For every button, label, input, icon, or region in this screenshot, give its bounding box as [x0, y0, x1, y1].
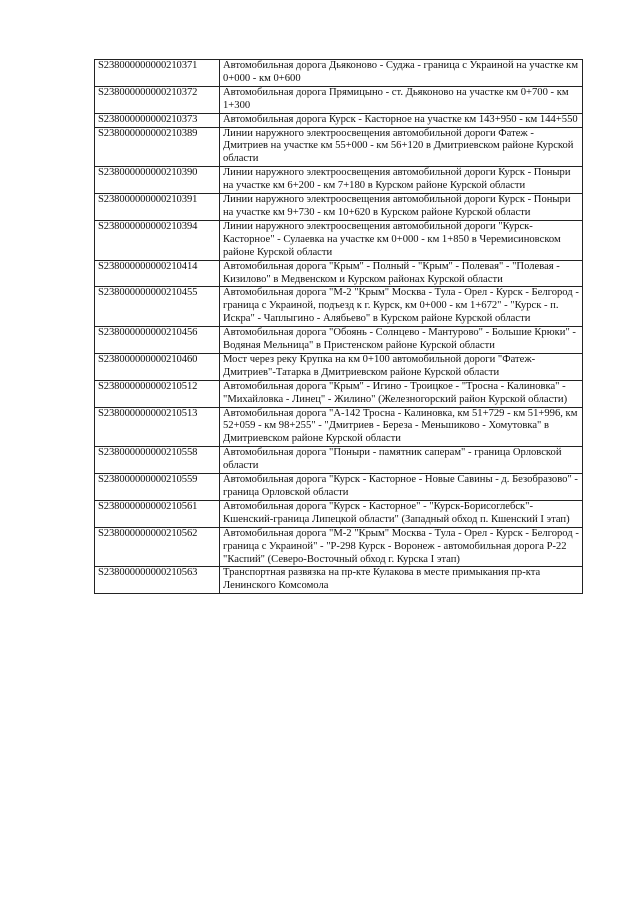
- row-code: S238000000000210559: [95, 474, 220, 501]
- table-row: [95, 287, 583, 327]
- row-description: Линии наружного электроосвещения автомобильной дороги Фатеж - Дмитриев на участке км 55+000 - км 56+120 в Дмитриевском районе Курской области: [220, 127, 583, 167]
- row-description: Автомобильная дорога "А-142 Тросна - Калиновка, км 51+729 - км 51+996, км 52+059 - км 98+255" - "Дмитриев - Береза - Меньшиково - Хомутовка" в Дмитриевском районе Курской области: [220, 407, 583, 447]
- table-row: [95, 86, 583, 113]
- row-description: Автомобильная дорога "Курск - Касторное" - "Курск-Борисоглебск"-Кшенский-граница Липецкой области" (Западный обход п. Кшенский I этап): [220, 500, 583, 527]
- row-description: Линии наружного электроосвещения автомобильной дороги "Курск-Касторное" - Сулаевка на участке км 0+000 - км 1+850 в Черемисиновском районе Курской области: [220, 220, 583, 260]
- registry-table: [94, 59, 583, 594]
- row-description: Автомобильная дорога "М-2 "Крым" Москва - Тула - Орел - Курск - Белгород - граница с Украиной" - "Р-298 Курск - Воронеж - автомобильная дорога Р-22 "Каспий" (Северо-Восточный обход г. Курска I этап): [220, 527, 583, 567]
- table-row: [95, 113, 583, 127]
- row-code: S238000000000210563: [95, 567, 220, 594]
- row-description: Автомобильная дорога "Курск - Касторное - Новые Савины - д. Безобразово" - граница Орловской области: [220, 474, 583, 501]
- row-code: S238000000000210456: [95, 327, 220, 354]
- row-description: Автомобильная дорога "Крым" - Игино - Троицкое - "Тросна - Калиновка" - "Михайловка - Линец" - Жилино" (Железногорский район Курской области): [220, 380, 583, 407]
- row-code: S238000000000210414: [95, 260, 220, 287]
- row-code: S238000000000210513: [95, 407, 220, 447]
- row-description: Линии наружного электроосвещения автомобильной дороги Курск - Поныри на участке км 9+730 - км 10+620 в Курском районе Курской области: [220, 194, 583, 221]
- table-row: [95, 220, 583, 260]
- table-row: [95, 194, 583, 221]
- row-code: S238000000000210371: [95, 60, 220, 87]
- row-code: S238000000000210394: [95, 220, 220, 260]
- table-row: [95, 327, 583, 354]
- row-description: Автомобильная дорога Прямицыно - ст. Дьяконово на участке км 0+700 - км 1+300: [220, 86, 583, 113]
- table-row: [95, 260, 583, 287]
- row-description: Автомобильная дорога "Поныри - памятник саперам" - граница Орловской области: [220, 447, 583, 474]
- table-row: [95, 380, 583, 407]
- row-code: S238000000000210460: [95, 353, 220, 380]
- row-description: Автомобильная дорога Курск - Касторное на участке км 143+950 - км 144+550: [220, 113, 583, 127]
- row-code: S238000000000210558: [95, 447, 220, 474]
- row-description: Транспортная развязка на пр-кте Кулакова в месте примыкания пр-кта Ленинского Комсомола: [220, 567, 583, 594]
- row-code: S238000000000210389: [95, 127, 220, 167]
- row-code: S238000000000210562: [95, 527, 220, 567]
- row-code: S238000000000210391: [95, 194, 220, 221]
- table-row: [95, 567, 583, 594]
- row-description: Автомобильная дорога Дьяконово - Суджа - граница с Украиной на участке км 0+000 - км 0+600: [220, 60, 583, 87]
- row-description: Автомобильная дорога "Крым" - Полный - "Крым" - Полевая" - "Полевая - Кизилово" в Медвенском и Курском районах Курской области: [220, 260, 583, 287]
- table-row: [95, 127, 583, 167]
- row-code: S238000000000210561: [95, 500, 220, 527]
- row-description: Автомобильная дорога "М-2 "Крым" Москва - Тула - Орел - Курск - Белгород - граница с Украиной, подъезд к г. Курск, км 0+000 - км 1+672" - "Курск - п. Искра" - Чаплыгино - Алябьево" в Курском районе Курской области: [220, 287, 583, 327]
- row-code: S238000000000210455: [95, 287, 220, 327]
- row-description: Мост через реку Крупка на км 0+100 автомобильной дороги "Фатеж-Дмитриев"-Татарка в Дмитриевском районе Курской области: [220, 353, 583, 380]
- table-row: [95, 474, 583, 501]
- table-row: [95, 500, 583, 527]
- row-description: Автомобильная дорога "Обоянь - Солнцево - Мантурово" - Большие Крюки" - Водяная Мельница" в Пристенском районе Курской области: [220, 327, 583, 354]
- registry-table-body: [95, 60, 583, 594]
- table-row: [95, 447, 583, 474]
- row-code: S238000000000210512: [95, 380, 220, 407]
- row-code: S238000000000210373: [95, 113, 220, 127]
- table-row: [95, 407, 583, 447]
- row-description: Линии наружного электроосвещения автомобильной дороги Курск - Поныри на участке км 6+200 - км 7+180 в Курском районе Курской области: [220, 167, 583, 194]
- table-row: [95, 353, 583, 380]
- row-code: S238000000000210390: [95, 167, 220, 194]
- table-row: [95, 167, 583, 194]
- table-row: [95, 527, 583, 567]
- row-code: S238000000000210372: [95, 86, 220, 113]
- table-row: [95, 60, 583, 87]
